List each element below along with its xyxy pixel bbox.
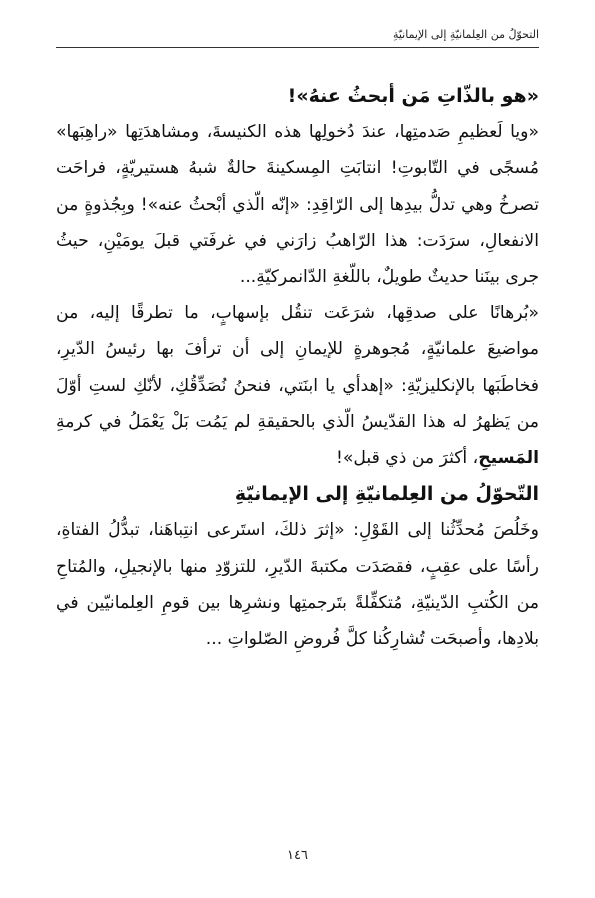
paragraph-3: وخَلُصَ مُحدِّثُنا إلى القَوْلِ: «إثرَ ذلكَ، استَرعى انتِباهَنا، تبدُّلُ الفتاةِ، رأسًا على عقِبٍ، فقصَدَت مكتبةَ الدّيرِ، للتزوّدِ منها بالإنجيلِ، والمُتاحِ من الكُتبِ الدّينيّةِ، مُتكفِّلةً بتَرجمتِها ونشرِها بين قومِ العِلمانيّين في بلادِها، وأصبحَت تُشارِكُنا كلَّ فُروضِ الصّلواتِ ... [56,520,539,650]
section-heading: التّحوّلُ من العِلمانيّةِ إلى الإيمانيّةِ [234,483,539,506]
running-header: التحوّلُ من العِلمانيّةِ إلى الإيمانيّةِ [56,28,539,48]
page-body [56,78,539,657]
paragraph-2-bold-word: المَسيحِ [478,448,539,469]
quote-heading: «هو بالذّاتِ مَن أبحثُ عنهُ»! [287,85,539,107]
paragraph-2 [56,295,539,476]
page-number: ١٤٦ [287,848,308,863]
paragraph-1: «ويا لَعظيمِ صَدمتِها، عندَ دُخولِها هذه الكنيسةَ، ومشاهدَتِها «راهِبَها» مُسجًى في التّابوتِ! انتابَتِ المِسكينةَ حالةٌ شبهُ هستيريّةٍ، فراحَت تصرخُ وهي تدلُّ بيدِها إلى الرّاقِدِ: «إنّه الّذي أبْحثُ عنه»! وبِجُذوةٍ من الانفعالِ، سرَدَت: هذا الرّاهبُ زارَني في غرفَتي قبلَ يومَيْنِ، حيثُ جرى بينَنا حديثٌ طويلٌ، باللّغةِ الدّانمركيّةِ... [56,122,539,288]
paragraph-2-ending: ، أكثرَ من ذي قبل»! [335,448,479,469]
paragraph-2-text: «بُرهانًا على صدقِها، شرَعَت تنقُل بإسهابٍ، ما تطرقًا إليه، من مواضيعَ علمانيّةٍ، مُجوهرةٍ للإيمانِ إلى أن ترأفَ بها رئيسُ الدّيرِ، فخاطَبَها بالإنكليزيّةِ: «إهدأي يا ابنَتي، فنحنُ نُصَدِّقُكِ، لأنّكِ لستِ أوّلَ من يَظهرُ له هذا القدّيسُ الّذي بالحقيقةِ لم يَمُت بَلْ يَعْمَلُ في كرمةِ [56,303,539,432]
